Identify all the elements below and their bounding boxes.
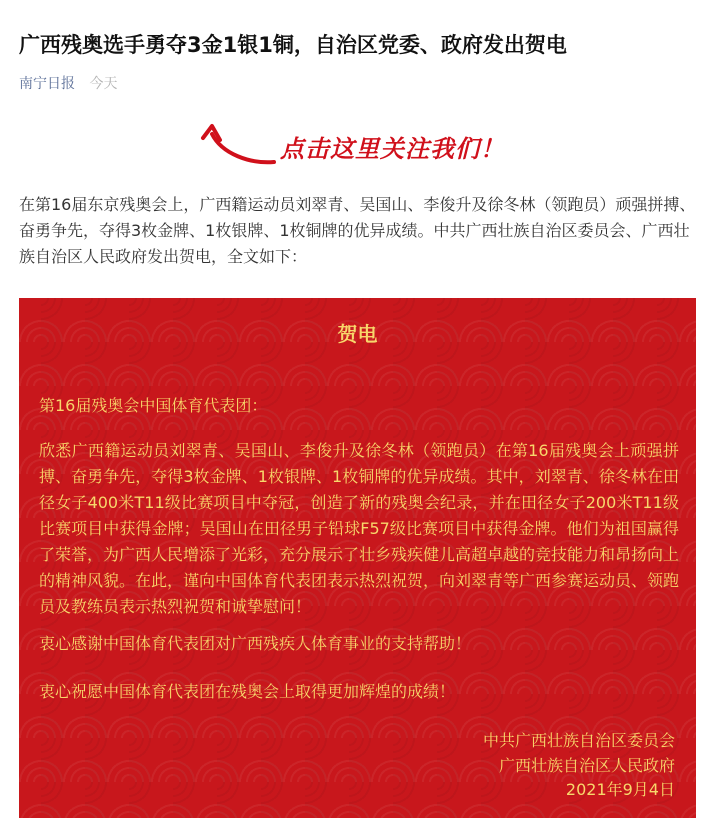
telegram-thanks: 衷心感谢中国体育代表团对广西残疾人体育事业的支持帮助！ xyxy=(39,634,472,653)
telegram-wish: 衷心祝愿中国体育代表团在残奥会上取得更加辉煌的成绩！ xyxy=(39,682,456,701)
telegram-body: 欣悉广西籍运动员刘翠青、吴国山、李俊升及徐冬林（领跑员）在第16届残奥会上顽强拼搏、奋勇争先，夺得3枚金牌、1枚银牌、1枚铜牌的优异成绩。其中，刘翠青、徐冬林在田径女子400米T11级比赛项目中夺冠，创造了新的残奥会纪录，并在田径女子200米T11级比赛项目中获得金牌；吴国山在田径男子铅球F57级比赛项目中获得金牌。他们为祖国赢得了荣誉，为广西人民增添了光彩，充分展示了壮乡残疾健儿高超卓越的竞技能力和昂扬向上的精神风貌。在此，谨向中国体育代表团表示热烈祝贺，向刘翠青等广西参赛运动员、领跑员及教练员表示热烈祝贺和诚挚慰问！ xyxy=(39,441,680,616)
congratulatory-telegram-card xyxy=(19,298,696,818)
article-title: 广西残奥选手勇夺3金1银1铜，自治区党委、政府发出贺电 xyxy=(19,33,567,57)
telegram-date: 2021年9月4日 xyxy=(565,780,675,799)
article-meta xyxy=(19,74,117,94)
intro-paragraph: 在第16届东京残奥会上，广西籍运动员刘翠青、吴国山、李俊升及徐冬林（领跑员）顽强拼搏、奋勇争先，夺得3枚金牌、1枚银牌、1枚铜牌的优异成绩。中共广西壮族自治区委员会、广西壮族自治区人民政府发出贺电，全文如下： xyxy=(19,195,696,266)
signature-government: 广西壮族自治区人民政府 xyxy=(498,756,675,775)
follow-us-text[interactable]: 点击这里关注我们！ xyxy=(280,134,505,163)
curved-arrow-icon xyxy=(200,122,280,174)
follow-us-banner[interactable] xyxy=(200,122,545,174)
telegram-title: 贺电 xyxy=(337,322,378,346)
source-link[interactable]: 南宁日报 xyxy=(19,76,75,92)
signature-party-committee: 中共广西壮族自治区委员会 xyxy=(482,731,675,750)
publish-time: 今天 xyxy=(89,76,118,92)
telegram-salutation: 第16届残奥会中国体育代表团： xyxy=(39,396,268,415)
